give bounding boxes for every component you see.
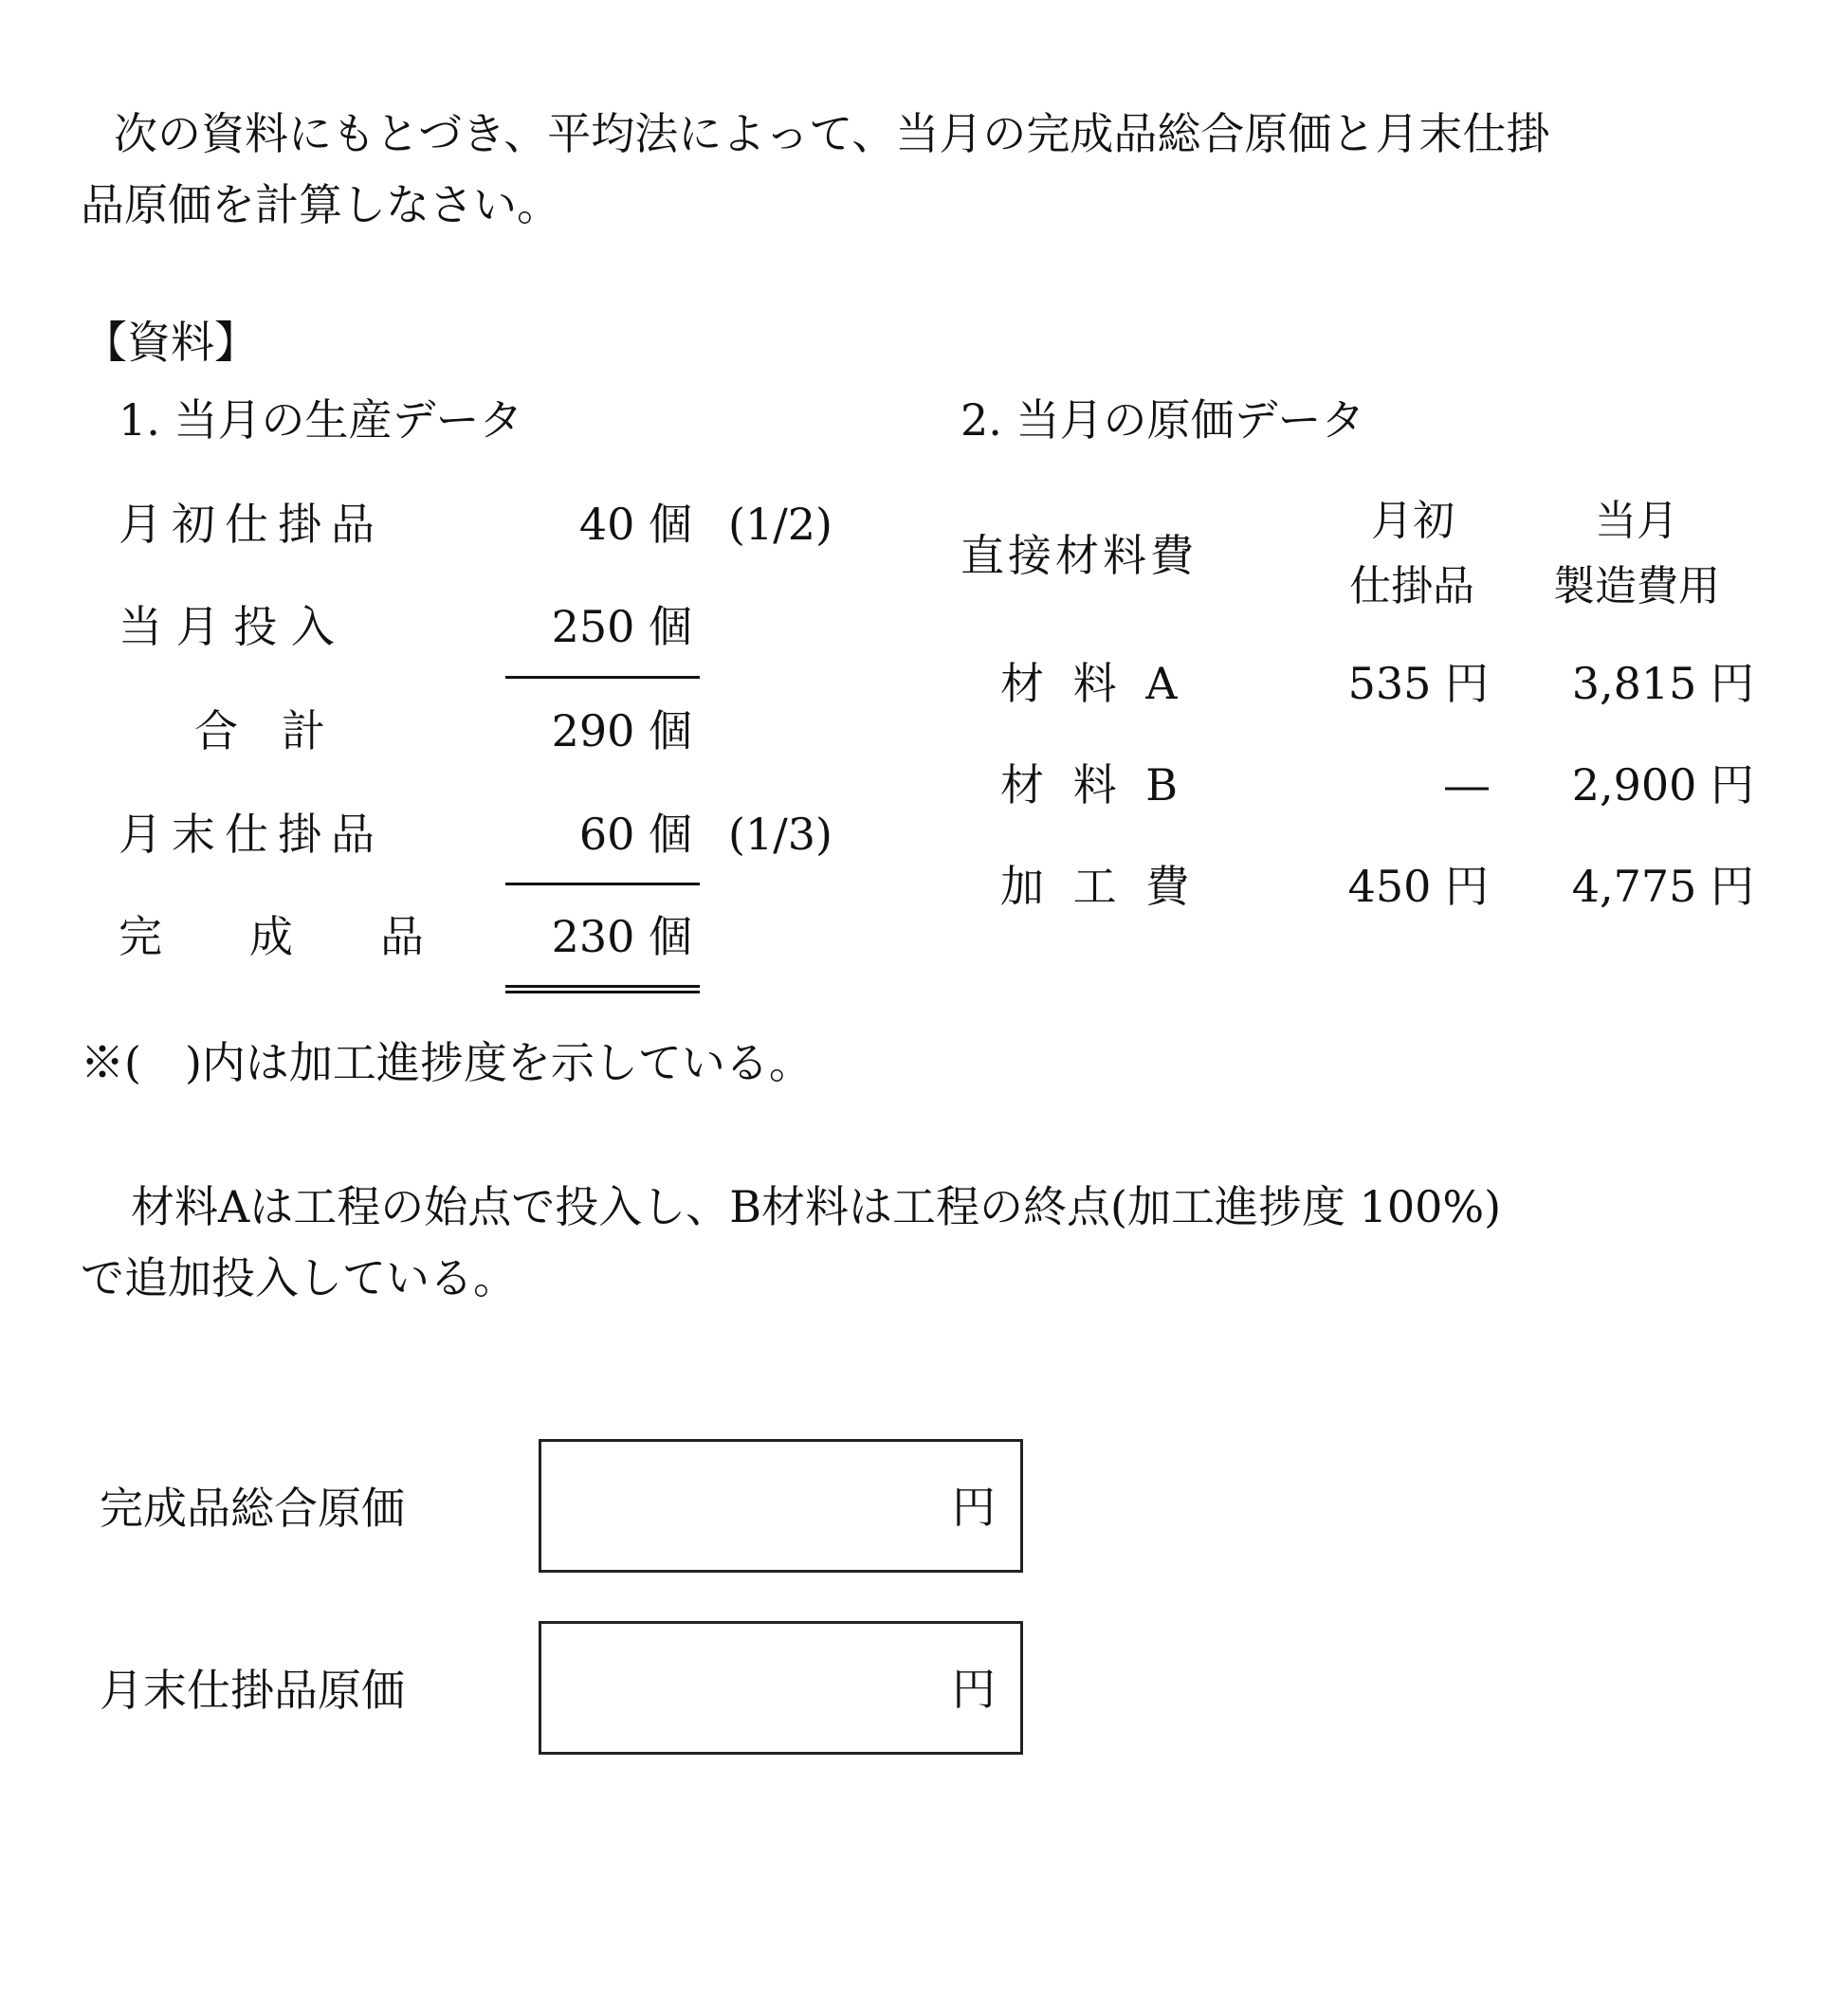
note-line-2: で追加投入している。	[81, 1252, 517, 1303]
production-label-closing-wip: 月末仕掛品	[119, 809, 384, 860]
completed-rule	[505, 883, 700, 885]
col-current-line2: 製造費用	[1553, 562, 1720, 610]
production-label-total: 合 計	[194, 705, 325, 756]
col-opening-line1: 月初	[1371, 497, 1455, 545]
col-opening-line2: 仕掛品	[1349, 562, 1474, 610]
answer-label-closing-wip-cost: 月末仕掛品原価	[100, 1665, 405, 1716]
material-header: 【資料】	[83, 317, 258, 368]
cost-label-material-a: 材 料 A	[1000, 658, 1185, 709]
cost-current-material-b: 2,900 円	[1571, 759, 1754, 811]
cost-current-conversion: 4,775 円	[1571, 861, 1754, 912]
production-note-opening-wip: (1/2)	[728, 499, 833, 550]
question-line-2: 品原価を計算しなさい。	[81, 179, 560, 230]
production-qty-opening-wip: 40 個	[578, 499, 692, 550]
cost-label-material-b: 材 料 B	[1000, 759, 1186, 811]
col-current-line1: 当月	[1595, 497, 1678, 545]
question-line-1: 次の資料にもとづき、平均法によって、当月の完成品総合原価と月末仕掛	[114, 108, 1550, 159]
closing-wip-cost-answer-box[interactable]	[539, 1621, 1023, 1755]
footnote: ※( )内は加工進捗度を示している。	[81, 1037, 813, 1088]
production-qty-closing-wip: 60 個	[578, 809, 692, 860]
double-rule-top	[505, 985, 700, 988]
yen-unit: 円	[952, 1482, 996, 1533]
cost-opening-material-a: 535 円	[1347, 658, 1489, 709]
production-label-opening-wip: 月初仕掛品	[119, 499, 384, 550]
production-qty-input: 250 個	[551, 601, 692, 652]
double-rule-bottom	[505, 991, 700, 993]
cost-label-conversion: 加 工 費	[1000, 861, 1198, 912]
production-heading: 1. 当月の生産データ	[119, 394, 523, 446]
answer-label-completed-cost: 完成品総合原価	[100, 1483, 405, 1534]
production-note-closing-wip: (1/3)	[728, 809, 833, 860]
production-qty-total: 290 個	[551, 705, 692, 756]
completed-cost-answer-box[interactable]	[539, 1439, 1023, 1573]
cost-current-material-a: 3,815 円	[1571, 658, 1754, 709]
production-label-input: 当 月 投 入	[119, 601, 335, 652]
cost-opening-conversion: 450 円	[1347, 861, 1489, 912]
note-line-1: 材料Aは工程の始点で投入し、B材料は工程の終点(加工進捗度 100%)	[131, 1181, 1502, 1232]
production-label-completed: 完 成 品	[119, 911, 424, 962]
cost-category: 直接材料費	[961, 530, 1198, 581]
production-qty-completed: 230 個	[551, 911, 692, 962]
cost-opening-material-b: ―	[1445, 759, 1489, 811]
subtotal-rule	[505, 676, 700, 679]
cost-heading: 2. 当月の原価データ	[961, 394, 1365, 446]
yen-unit: 円	[952, 1664, 996, 1715]
